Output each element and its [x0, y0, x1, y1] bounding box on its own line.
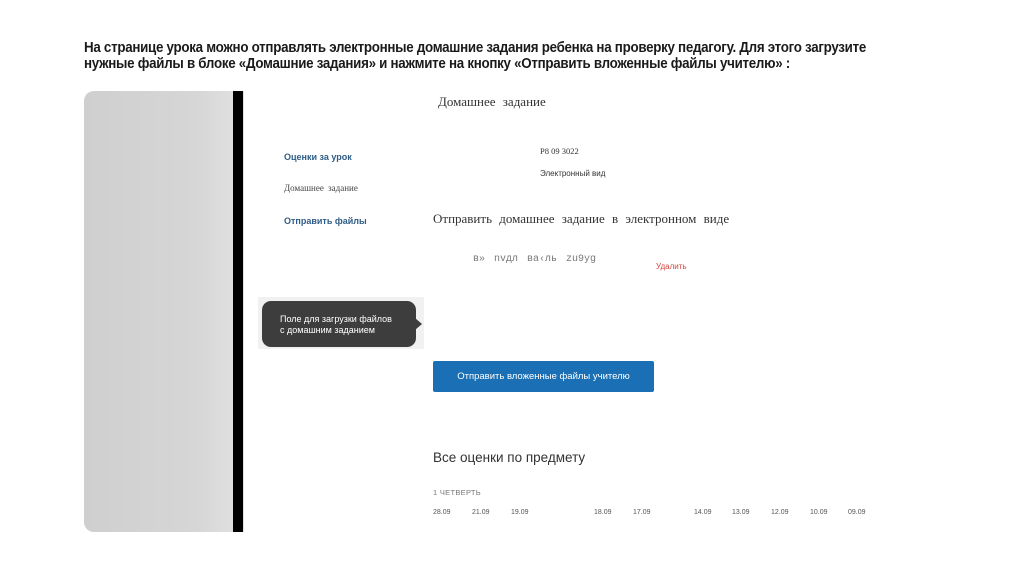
delete-file-link[interactable]: Удалить: [656, 262, 687, 271]
attached-file-name: в» nvдл ва‹ль zu9yg: [473, 254, 597, 265]
grade-date: 13.09: [732, 509, 750, 516]
instruction-line-1: На странице урока можно отправлять электронные домашние задания ребенка на проверку педагогу. Для этого загрузите: [84, 40, 866, 56]
homework-title: Домашнее задание: [438, 94, 546, 109]
grade-date: 10.09: [810, 509, 828, 516]
grade-date: 21.09: [472, 509, 490, 516]
left-gray-panel: [84, 91, 244, 532]
quarter-label: 1 ЧЕТВЕРТЬ: [433, 488, 482, 497]
tooltip-line-2: с домашним заданием: [280, 325, 375, 335]
send-homework-title: Отправить домашнее задание в электронном виде: [433, 211, 730, 226]
grade-date: 18.09: [594, 509, 612, 516]
grade-date: 14.09: [694, 509, 712, 516]
grade-date: 17.09: [633, 509, 651, 516]
instruction-line-2: нужные файлы в блоке «Домашние задания» и нажмите на кнопку «Отправить вложенные файлы учителю» :: [84, 56, 790, 72]
grade-date: 12.09: [771, 509, 789, 516]
sidebar-item-lesson-grades[interactable]: Оценки за урок: [284, 152, 352, 162]
electronic-view-label: Электронный вид: [540, 169, 606, 178]
all-grades-title: Все оценки по предмету: [433, 450, 586, 465]
grade-date: 09.09: [848, 509, 866, 516]
instruction-text: [84, 40, 875, 72]
divider-bar: [233, 91, 243, 532]
grade-date: 19.09: [511, 509, 529, 516]
send-files-to-teacher-button[interactable]: Отправить вложенные файлы учителю: [433, 361, 654, 392]
sidebar-item-homework[interactable]: Домашнее задание: [284, 183, 358, 193]
tooltip-line-1: Поле для загрузки файлов: [280, 314, 392, 324]
sidebar-item-send-files[interactable]: Отправить файлы: [284, 216, 367, 226]
upload-field-tooltip: [262, 301, 416, 347]
homework-code: P8 09 3022: [540, 146, 579, 156]
grade-date: 28.09: [433, 509, 451, 516]
